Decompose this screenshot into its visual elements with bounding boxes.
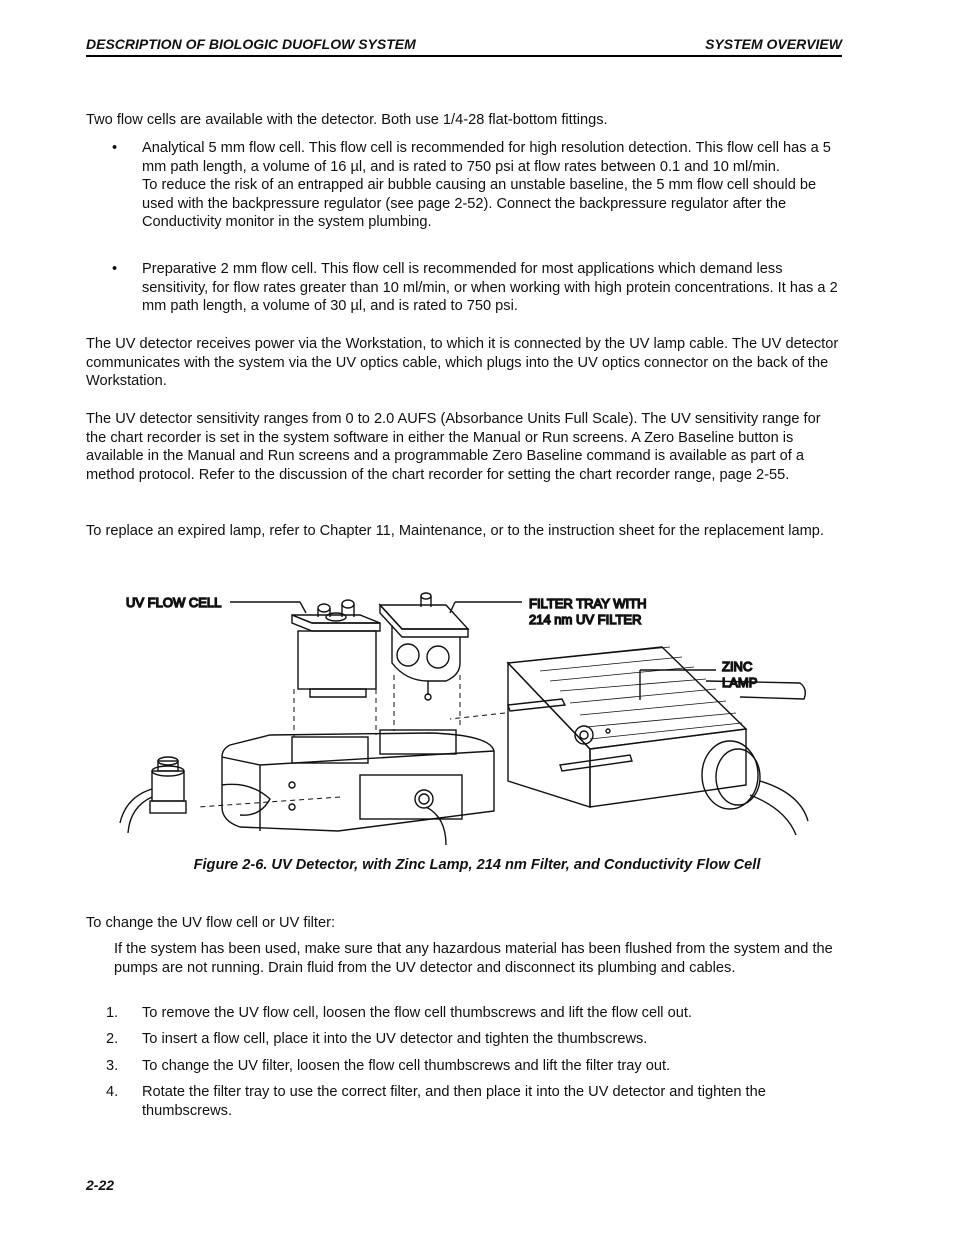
bullet-mark: • bbox=[112, 140, 118, 156]
flow-cell-part bbox=[292, 600, 380, 697]
figure-caption: Figure 2-6. UV Detector, with Zinc Lamp, 214 nm Filter, and Conductivity Flow Cell bbox=[193, 857, 761, 873]
zinc-lamp-part bbox=[508, 647, 808, 835]
step-item bbox=[106, 1030, 842, 1049]
label-filter-tray-2: 214 nm UV FILTER bbox=[529, 612, 642, 627]
conductivity-flow-cell bbox=[120, 757, 186, 833]
page-header bbox=[86, 36, 842, 57]
sensitivity-paragraph: The UV detector sensitivity ranges from 0 to 2.0 AUFS (Absorbance Units Full Scale). The UV sensitivity range for the chart recorder is set in the system software in either the Manual or Run screens. A Zero Baseline button is available in the Manual and Run screens and a programmable Zero Baseline command is available as part of a method protocol. Refer to the discussion of the chart recorder for setting the chart recorder range, page 2-55. bbox=[86, 411, 821, 483]
header-chapter-title: SYSTEM OVERVIEW bbox=[705, 36, 842, 52]
step-item bbox=[106, 1004, 842, 1023]
step-text: Rotate the filter tray to use the correct filter, and then place it into the UV detector and tighten the thumbscrews. bbox=[142, 1084, 766, 1119]
uv-detector-illustration bbox=[110, 585, 820, 845]
change-note: If the system has been used, make sure that any hazardous material has been flushed from the system and the pumps are not running. Drain fluid from the UV detector and disconnect its plumbing and cables. bbox=[114, 941, 833, 976]
step-number: 2. bbox=[106, 1031, 119, 1047]
lamp-paragraph: To replace an expired lamp, refer to Chapter 11, Maintenance, or to the instruction sheet for the replacement lamp. bbox=[86, 523, 824, 539]
header-section-title: DESCRIPTION OF BIOLOGIC DUOFLOW SYSTEM bbox=[86, 36, 416, 52]
bullet-analytical bbox=[112, 139, 842, 232]
intro-paragraph: Two flow cells are available with the detector. Both use 1/4-28 flat-bottom fittings. bbox=[86, 112, 608, 128]
step-text: To remove the UV flow cell, loosen the flow cell thumbscrews and lift the flow cell out. bbox=[142, 1005, 692, 1021]
label-uv-flow-cell: UV FLOW CELL bbox=[126, 595, 222, 610]
bullet-analytical-text: Analytical 5 mm flow cell. This flow cell is recommended for high resolution detection. This flow cell has a 5 mm path length, a volume of 16 µl, and is rated to 750 psi at flow rates between 0.1 and 10 ml/min. bbox=[142, 140, 831, 175]
label-zinc-lamp-1: ZINC bbox=[722, 659, 753, 674]
label-filter-tray-1: FILTER TRAY WITH bbox=[529, 596, 647, 611]
filter-tray-part bbox=[380, 593, 468, 700]
step-number: 3. bbox=[106, 1058, 119, 1074]
step-item bbox=[106, 1057, 842, 1076]
bullet-mark: • bbox=[112, 261, 118, 277]
step-number: 4. bbox=[106, 1084, 119, 1100]
uv-detector-figure bbox=[110, 585, 820, 850]
power-paragraph: The UV detector receives power via the Workstation, to which it is connected by the UV lamp cable. The UV detector communicates with the system via the UV optics cable, which plugs into the UV optics connector on the back of the Workstation. bbox=[86, 336, 839, 390]
change-intro: To change the UV flow cell or UV filter: bbox=[86, 915, 336, 931]
detector-body bbox=[222, 730, 494, 845]
label-zinc-lamp-2: LAMP bbox=[722, 675, 758, 690]
step-number: 1. bbox=[106, 1005, 119, 1021]
step-item bbox=[106, 1083, 842, 1120]
page-number: 2-22 bbox=[86, 1177, 115, 1193]
bullet-analytical-note: To reduce the risk of an entrapped air bubble causing an unstable baseline, the 5 mm flow cell should be used with the backpressure regulator (see page 2-52). Connect the backpressure regulator after the Conductivity monitor in the system plumbing. bbox=[142, 177, 817, 231]
step-text: To change the UV filter, loosen the flow cell thumbscrews and lift the filter tray out. bbox=[142, 1058, 671, 1074]
step-text: To insert a flow cell, place it into the UV detector and tighten the thumbscrews. bbox=[142, 1031, 648, 1047]
bullet-preparative bbox=[112, 260, 842, 316]
bullet-preparative-text: Preparative 2 mm flow cell. This flow cell is recommended for most applications which demand less sensitivity, for flow rates greater than 10 ml/min, or when working with high protein concentrations. It has a 2 mm path length, a volume of 30 µl, and is rated to 750 psi. bbox=[142, 261, 838, 315]
